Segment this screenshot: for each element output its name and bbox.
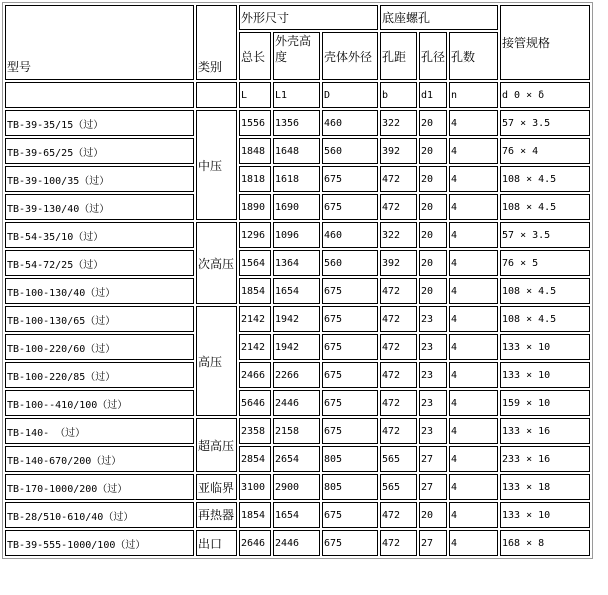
cell-pipe-spec: 108 × 4.5 [500, 278, 590, 304]
cell-total-length: 1890 [239, 194, 271, 220]
cell-model: TB-140-670/200（过） [5, 446, 194, 472]
cell-shell-diameter: 675 [322, 502, 378, 528]
cell-model: TB-100-220/85（过） [5, 362, 194, 388]
table-row [5, 418, 590, 444]
table-row [5, 110, 590, 136]
cell-model: TB-39-555-1000/100（过） [5, 530, 194, 556]
cell-hole-count: 4 [449, 222, 498, 248]
cell-shell-diameter: 560 [322, 138, 378, 164]
cell-total-length: 2358 [239, 418, 271, 444]
cell-shell-height: 1618 [273, 166, 320, 192]
header-base-bolt: 底座螺孔 [380, 5, 498, 30]
cell-hole-diameter: 20 [419, 166, 447, 192]
cell-hole-count: 4 [449, 390, 498, 416]
cell-hole-spacing: 392 [380, 138, 417, 164]
cell-hole-count: 4 [449, 446, 498, 472]
cell-shell-height: 1356 [273, 110, 320, 136]
cell-shell-diameter: 675 [322, 306, 378, 332]
table-row [5, 138, 590, 164]
header-shell-diameter: 壳体外径 [322, 32, 378, 80]
category-ultra-high-pressure: 超高压 [196, 418, 237, 472]
cell-hole-diameter: 20 [419, 502, 447, 528]
cell-pipe-spec: 133 × 16 [500, 418, 590, 444]
symbol-hole-count: n [449, 82, 498, 108]
cell-total-length: 2854 [239, 446, 271, 472]
cell-hole-diameter: 23 [419, 390, 447, 416]
cell-hole-count: 4 [449, 474, 498, 500]
cell-pipe-spec: 168 × 8 [500, 530, 590, 556]
cell-total-length: 2646 [239, 530, 271, 556]
cell-shell-height: 2654 [273, 446, 320, 472]
cell-hole-spacing: 472 [380, 502, 417, 528]
cell-shell-height: 1364 [273, 250, 320, 276]
cell-model: TB-39-130/40（过） [5, 194, 194, 220]
cell-shell-diameter: 675 [322, 390, 378, 416]
category-outlet: 出口 [196, 530, 237, 556]
cell-hole-diameter: 23 [419, 306, 447, 332]
cell-total-length: 2142 [239, 306, 271, 332]
cell-hole-spacing: 472 [380, 362, 417, 388]
header-hole-spacing: 孔距 [380, 32, 417, 80]
cell-pipe-spec: 133 × 10 [500, 502, 590, 528]
cell-shell-diameter: 675 [322, 278, 378, 304]
cell-pipe-spec: 57 × 3.5 [500, 110, 590, 136]
cell-hole-spacing: 322 [380, 222, 417, 248]
cell-hole-diameter: 20 [419, 250, 447, 276]
cell-shell-height: 2158 [273, 418, 320, 444]
table-row [5, 166, 590, 192]
cell-hole-count: 4 [449, 110, 498, 136]
cell-model: TB-100-130/40（过） [5, 278, 194, 304]
cell-total-length: 1854 [239, 278, 271, 304]
cell-shell-diameter: 805 [322, 446, 378, 472]
cell-hole-diameter: 27 [419, 530, 447, 556]
cell-pipe-spec: 108 × 4.5 [500, 306, 590, 332]
symbol-shell-height: L1 [273, 82, 320, 108]
cell-shell-height: 1654 [273, 278, 320, 304]
boiler-spec-table [2, 2, 593, 559]
cell-hole-diameter: 23 [419, 334, 447, 360]
table-row [5, 250, 590, 276]
cell-hole-spacing: 565 [380, 446, 417, 472]
cell-shell-height: 1096 [273, 222, 320, 248]
header-model-spacer [5, 82, 194, 108]
table-row [5, 474, 590, 500]
cell-hole-diameter: 27 [419, 446, 447, 472]
cell-model: TB-54-72/25（过） [5, 250, 194, 276]
cell-shell-height: 1648 [273, 138, 320, 164]
cell-hole-count: 4 [449, 502, 498, 528]
header-category-spacer [196, 82, 237, 108]
cell-shell-height: 2446 [273, 530, 320, 556]
table-row [5, 306, 590, 332]
header-pipe-spec: 接管规格 [500, 5, 590, 80]
cell-hole-count: 4 [449, 166, 498, 192]
cell-hole-spacing: 472 [380, 166, 417, 192]
cell-hole-spacing: 472 [380, 306, 417, 332]
cell-pipe-spec: 76 × 4 [500, 138, 590, 164]
cell-total-length: 1556 [239, 110, 271, 136]
table-row [5, 502, 590, 528]
symbol-shell-diameter: D [322, 82, 378, 108]
cell-shell-height: 1942 [273, 306, 320, 332]
cell-shell-height: 1942 [273, 334, 320, 360]
cell-hole-diameter: 27 [419, 474, 447, 500]
cell-hole-count: 4 [449, 334, 498, 360]
cell-hole-diameter: 20 [419, 222, 447, 248]
header-total-length: 总长 [239, 32, 271, 80]
category-medium-pressure: 中压 [196, 110, 237, 220]
table-row [5, 446, 590, 472]
header-model: 型号 [5, 5, 194, 80]
category-sub-high-pressure: 次高压 [196, 222, 237, 304]
cell-hole-count: 4 [449, 250, 498, 276]
cell-hole-diameter: 23 [419, 362, 447, 388]
cell-model: TB-54-35/10（过） [5, 222, 194, 248]
cell-hole-diameter: 23 [419, 418, 447, 444]
cell-pipe-spec: 57 × 3.5 [500, 222, 590, 248]
table-row [5, 530, 590, 556]
cell-hole-count: 4 [449, 306, 498, 332]
header-shell-height: 外壳高度 [273, 32, 320, 80]
cell-hole-count: 4 [449, 138, 498, 164]
cell-total-length: 1296 [239, 222, 271, 248]
cell-total-length: 5646 [239, 390, 271, 416]
cell-hole-diameter: 20 [419, 110, 447, 136]
symbol-hole-spacing: b [380, 82, 417, 108]
cell-hole-diameter: 20 [419, 138, 447, 164]
cell-total-length: 1848 [239, 138, 271, 164]
cell-hole-spacing: 472 [380, 530, 417, 556]
cell-shell-diameter: 805 [322, 474, 378, 500]
cell-hole-spacing: 392 [380, 250, 417, 276]
cell-shell-diameter: 460 [322, 110, 378, 136]
cell-hole-count: 4 [449, 530, 498, 556]
table-row [5, 362, 590, 388]
cell-hole-spacing: 472 [380, 194, 417, 220]
cell-model: TB-39-100/35（过） [5, 166, 194, 192]
cell-shell-height: 2900 [273, 474, 320, 500]
cell-pipe-spec: 108 × 4.5 [500, 166, 590, 192]
cell-shell-diameter: 675 [322, 166, 378, 192]
cell-shell-diameter: 675 [322, 530, 378, 556]
table-row [5, 222, 590, 248]
cell-total-length: 1854 [239, 502, 271, 528]
symbol-total-length: L [239, 82, 271, 108]
table-row [5, 390, 590, 416]
table-row [5, 334, 590, 360]
cell-total-length: 1564 [239, 250, 271, 276]
header-category: 类别 [196, 5, 237, 80]
cell-shell-height: 2446 [273, 390, 320, 416]
symbol-hole-diameter: d1 [419, 82, 447, 108]
table-row [5, 278, 590, 304]
cell-pipe-spec: 233 × 16 [500, 446, 590, 472]
cell-total-length: 2142 [239, 334, 271, 360]
cell-model: TB-100--410/100（过） [5, 390, 194, 416]
table-row [5, 194, 590, 220]
cell-pipe-spec: 133 × 10 [500, 362, 590, 388]
category-reheater: 再热器 [196, 502, 237, 528]
cell-shell-diameter: 560 [322, 250, 378, 276]
cell-hole-diameter: 20 [419, 278, 447, 304]
cell-hole-count: 4 [449, 362, 498, 388]
cell-model: TB-100-220/60（过） [5, 334, 194, 360]
cell-shell-diameter: 675 [322, 334, 378, 360]
header-hole-count: 孔数 [449, 32, 498, 80]
cell-pipe-spec: 133 × 18 [500, 474, 590, 500]
cell-hole-spacing: 472 [380, 418, 417, 444]
cell-hole-spacing: 472 [380, 278, 417, 304]
cell-shell-height: 2266 [273, 362, 320, 388]
cell-hole-diameter: 20 [419, 194, 447, 220]
cell-model: TB-140- （过） [5, 418, 194, 444]
cell-pipe-spec: 133 × 10 [500, 334, 590, 360]
cell-model: TB-39-65/25（过） [5, 138, 194, 164]
cell-model: TB-100-130/65（过） [5, 306, 194, 332]
cell-hole-count: 4 [449, 418, 498, 444]
cell-pipe-spec: 159 × 10 [500, 390, 590, 416]
cell-pipe-spec: 76 × 5 [500, 250, 590, 276]
category-subcritical: 亚临界 [196, 474, 237, 500]
cell-model: TB-39-35/15（过） [5, 110, 194, 136]
cell-shell-diameter: 675 [322, 362, 378, 388]
symbol-pipe-spec: d 0 × δ [500, 82, 590, 108]
cell-shell-height: 1690 [273, 194, 320, 220]
cell-hole-spacing: 472 [380, 334, 417, 360]
header-hole-diameter: 孔径 [419, 32, 447, 80]
cell-hole-spacing: 565 [380, 474, 417, 500]
cell-total-length: 1818 [239, 166, 271, 192]
cell-pipe-spec: 108 × 4.5 [500, 194, 590, 220]
cell-model: TB-170-1000/200（过） [5, 474, 194, 500]
header-outer-size: 外形尺寸 [239, 5, 378, 30]
cell-total-length: 2466 [239, 362, 271, 388]
cell-hole-count: 4 [449, 194, 498, 220]
cell-total-length: 3100 [239, 474, 271, 500]
cell-shell-diameter: 675 [322, 194, 378, 220]
cell-shell-diameter: 675 [322, 418, 378, 444]
cell-shell-diameter: 460 [322, 222, 378, 248]
cell-hole-spacing: 322 [380, 110, 417, 136]
category-high-pressure: 高压 [196, 306, 237, 416]
cell-hole-spacing: 472 [380, 390, 417, 416]
cell-hole-count: 4 [449, 278, 498, 304]
cell-shell-height: 1654 [273, 502, 320, 528]
cell-model: TB-28/510-610/40（过） [5, 502, 194, 528]
